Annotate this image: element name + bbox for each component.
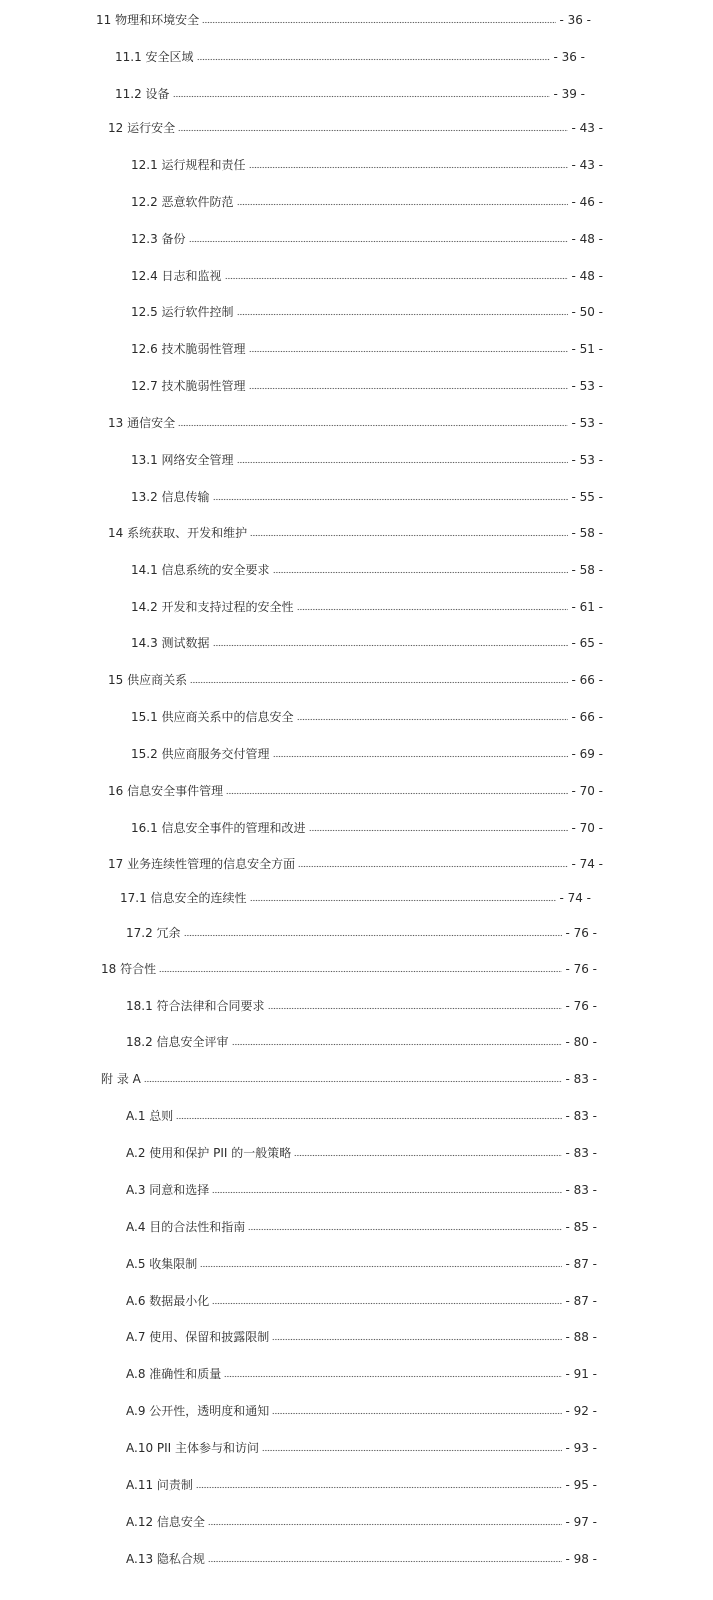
dot-leader — [178, 424, 568, 427]
toc-entry[interactable] — [101, 956, 597, 976]
toc-entry-page: - 83 - — [565, 1183, 597, 1197]
toc-entry[interactable] — [126, 1103, 597, 1123]
toc-entry-label: A.7 使用、保留和披露限制 — [126, 1330, 270, 1344]
toc-entry-label: 12.7 技术脆弱性管理 — [131, 379, 246, 393]
toc-entry-page: - 55 - — [571, 490, 603, 504]
toc-entry[interactable] — [131, 484, 603, 504]
toc-entry-page: - 74 - — [571, 857, 603, 871]
toc-entry[interactable] — [131, 704, 603, 724]
toc-entry[interactable] — [108, 410, 603, 430]
dot-leader — [250, 534, 568, 537]
toc-entry[interactable] — [120, 885, 591, 905]
dot-leader — [200, 1265, 562, 1268]
toc-entry-page: - 80 - — [565, 1035, 597, 1049]
toc-entry-page: - 83 - — [565, 1146, 597, 1160]
toc-entry[interactable] — [126, 1472, 597, 1492]
toc-entry-page: - 70 - — [571, 821, 603, 835]
toc-entry-label: 17 业务连续性管理的信息安全方面 — [108, 857, 296, 871]
toc-entry[interactable] — [108, 520, 603, 540]
toc-entry-label: 15.2 供应商服务交付管理 — [131, 747, 270, 761]
toc-entry-page: - 87 - — [565, 1257, 597, 1271]
toc-entry-label: 12.2 恶意软件防范 — [131, 195, 234, 209]
toc-entry[interactable] — [115, 81, 585, 101]
toc-entry-page: - 50 - — [571, 305, 603, 319]
toc-entry[interactable] — [126, 1177, 597, 1197]
dot-leader — [144, 1080, 563, 1083]
dot-leader — [212, 1191, 562, 1194]
toc-entry-label: 14.3 测试数据 — [131, 636, 210, 650]
toc-entry-page: - 65 - — [571, 636, 603, 650]
dot-leader — [273, 571, 569, 574]
dot-leader — [208, 1523, 563, 1526]
toc-entry-page: - 76 - — [565, 926, 597, 940]
toc-entry-page: - 69 - — [571, 747, 603, 761]
dot-leader — [225, 277, 569, 280]
toc-entry[interactable] — [126, 1324, 597, 1344]
toc-entry[interactable] — [126, 993, 597, 1013]
dot-leader — [197, 58, 551, 61]
toc-entry-page: - 93 - — [565, 1441, 597, 1455]
toc-entry-label: 附 录 A — [101, 1072, 141, 1086]
toc-entry[interactable] — [126, 1251, 597, 1271]
toc-entry-page: - 85 - — [565, 1220, 597, 1234]
toc-entry[interactable] — [131, 630, 603, 650]
toc-entry-page: - 70 - — [571, 784, 603, 798]
toc-entry-page: - 61 - — [571, 600, 603, 614]
toc-entry-page: - 66 - — [571, 710, 603, 724]
dot-leader — [237, 313, 569, 316]
toc-entry-label: 16.1 信息安全事件的管理和改进 — [131, 821, 306, 835]
toc-entry-label: 18.1 符合法律和合同要求 — [126, 999, 265, 1013]
toc-entry-label: A.5 收集限制 — [126, 1257, 198, 1271]
toc-entry-label: A.1 总则 — [126, 1109, 174, 1123]
toc-entry-label: 14.1 信息系统的安全要求 — [131, 563, 270, 577]
dot-leader — [268, 1007, 563, 1010]
dot-leader — [202, 21, 556, 24]
toc-entry[interactable] — [126, 1140, 597, 1160]
toc-entry-label: 13 通信安全 — [108, 416, 176, 430]
toc-entry-page: - 36 - — [559, 13, 591, 27]
toc-entry[interactable] — [131, 336, 603, 356]
toc-entry-label: 13.1 网络安全管理 — [131, 453, 234, 467]
toc-entry-page: - 83 - — [565, 1072, 597, 1086]
toc-entry[interactable] — [131, 299, 603, 319]
toc-entry-page: - 53 - — [571, 453, 603, 467]
toc-entry-page: - 48 - — [571, 232, 603, 246]
dot-leader — [250, 899, 557, 902]
toc-entry-page: - 76 - — [565, 962, 597, 976]
toc-entry-label: 12 运行安全 — [108, 121, 176, 135]
toc-entry[interactable] — [126, 1398, 597, 1418]
dot-leader — [212, 1302, 562, 1305]
toc-entry-label: 13.2 信息传输 — [131, 490, 210, 504]
toc-entry[interactable] — [108, 667, 603, 687]
toc-entry-page: - 58 - — [571, 563, 603, 577]
dot-leader — [190, 681, 568, 684]
dot-leader — [208, 1560, 563, 1563]
toc-entry-label: 17.2 冗余 — [126, 926, 181, 940]
toc-entry-label: A.2 使用和保护 PII 的一般策略 — [126, 1146, 292, 1160]
toc-entry[interactable] — [131, 557, 603, 577]
toc-entry[interactable] — [126, 1435, 597, 1455]
toc-entry-label: 14 系统获取、开发和维护 — [108, 526, 248, 540]
toc-entry[interactable] — [108, 851, 603, 871]
toc-entry[interactable] — [115, 44, 585, 64]
dot-leader — [272, 1412, 562, 1415]
toc-entry-page: - 51 - — [571, 342, 603, 356]
toc-entry-label: A.3 同意和选择 — [126, 1183, 210, 1197]
toc-entry-page: - 95 - — [565, 1478, 597, 1492]
toc-entry-page: - 46 - — [571, 195, 603, 209]
toc-entry[interactable] — [108, 115, 603, 135]
dot-leader — [213, 644, 569, 647]
toc-entry-label: 17.1 信息安全的连续性 — [120, 891, 247, 905]
toc-entry-label: A.12 信息安全 — [126, 1515, 205, 1529]
toc-entry-page: - 58 - — [571, 526, 603, 540]
toc-entry[interactable] — [131, 189, 603, 209]
toc-entry[interactable] — [131, 152, 603, 172]
dot-leader — [309, 829, 569, 832]
dot-leader — [297, 718, 569, 721]
toc-entry-label: A.9 公开性，透明度和通知 — [126, 1404, 270, 1418]
dot-leader — [248, 1228, 562, 1231]
toc-entry-page: - 43 - — [571, 121, 603, 135]
dot-leader — [294, 1154, 562, 1157]
toc-entry[interactable] — [126, 1029, 597, 1049]
dot-leader — [196, 1486, 563, 1489]
toc-entry-label: 12.4 日志和监视 — [131, 269, 222, 283]
toc-entry-label: 12.3 备份 — [131, 232, 186, 246]
dot-leader — [224, 1375, 562, 1378]
dot-leader — [273, 755, 569, 758]
toc-entry-page: - 53 - — [571, 379, 603, 393]
toc-entry-page: - 87 - — [565, 1294, 597, 1308]
toc-entry-page: - 91 - — [565, 1367, 597, 1381]
toc-entry[interactable] — [126, 1288, 597, 1308]
toc-entry[interactable] — [131, 447, 603, 467]
toc-entry[interactable] — [131, 741, 603, 761]
toc-entry[interactable] — [126, 1509, 597, 1529]
dot-leader — [237, 461, 569, 464]
toc-entry[interactable] — [126, 1361, 597, 1381]
dot-leader — [184, 934, 563, 937]
dot-leader — [272, 1338, 562, 1341]
toc-entry-label: A.6 数据最小化 — [126, 1294, 210, 1308]
dot-leader — [262, 1449, 562, 1452]
toc-entry[interactable] — [101, 1066, 597, 1086]
toc-entry[interactable] — [108, 778, 603, 798]
toc-entry[interactable] — [126, 920, 597, 940]
toc-entry-page: - 98 - — [565, 1552, 597, 1566]
toc-entry-label: 15.1 供应商关系中的信息安全 — [131, 710, 294, 724]
toc-entry-page: - 66 - — [571, 673, 603, 687]
toc-entry[interactable] — [131, 815, 603, 835]
toc-entry-label: 12.1 运行规程和责任 — [131, 158, 246, 172]
toc-entry-page: - 48 - — [571, 269, 603, 283]
toc-entry[interactable] — [126, 1546, 597, 1566]
toc-entry-page: - 83 - — [565, 1109, 597, 1123]
dot-leader — [159, 970, 562, 973]
dot-leader — [189, 240, 569, 243]
toc-entry-label: 18 符合性 — [101, 962, 157, 976]
dot-leader — [249, 350, 569, 353]
toc-entry-page: - 53 - — [571, 416, 603, 430]
toc-entry-page: - 92 - — [565, 1404, 597, 1418]
toc-entry-label: 14.2 开发和支持过程的安全性 — [131, 600, 294, 614]
toc-entry-label: 12.5 运行软件控制 — [131, 305, 234, 319]
toc-entry[interactable] — [131, 263, 603, 283]
toc-entry[interactable] — [131, 373, 603, 393]
toc-entry[interactable] — [126, 1214, 597, 1234]
toc-entry[interactable] — [131, 226, 603, 246]
dot-leader — [176, 1117, 562, 1120]
toc-entry-label: 11 物理和环境安全 — [96, 13, 200, 27]
toc-entry-page: - 74 - — [559, 891, 591, 905]
toc-entry-label: A.8 准确性和质量 — [126, 1367, 222, 1381]
dot-leader — [226, 792, 568, 795]
toc-entry-page: - 97 - — [565, 1515, 597, 1529]
toc-entry-page: - 39 - — [553, 87, 585, 101]
toc-entry-label: A.13 隐私合规 — [126, 1552, 205, 1566]
dot-leader — [232, 1043, 563, 1046]
toc-entry-label: A.4 目的合法性和指南 — [126, 1220, 246, 1234]
toc-entry-page: - 88 - — [565, 1330, 597, 1344]
toc-entry[interactable] — [96, 7, 591, 27]
dot-leader — [173, 95, 551, 98]
toc-entry-label: A.10 PII 主体参与和访问 — [126, 1441, 260, 1455]
toc-entry-label: 15 供应商关系 — [108, 673, 188, 687]
dot-leader — [249, 387, 569, 390]
dot-leader — [178, 129, 568, 132]
toc-entry-label: 11.2 设备 — [115, 87, 170, 101]
toc-entry[interactable] — [131, 594, 603, 614]
toc-entry-page: - 36 - — [553, 50, 585, 64]
dot-leader — [213, 498, 569, 501]
toc-entry-page: - 76 - — [565, 999, 597, 1013]
toc-entry-page: - 43 - — [571, 158, 603, 172]
toc-entry-label: 11.1 安全区域 — [115, 50, 194, 64]
dot-leader — [237, 203, 569, 206]
toc-entry-label: 16 信息安全事件管理 — [108, 784, 224, 798]
toc-entry-label: 18.2 信息安全评审 — [126, 1035, 229, 1049]
dot-leader — [298, 865, 568, 868]
dot-leader — [249, 166, 569, 169]
dot-leader — [297, 608, 569, 611]
toc-entry-label: A.11 问责制 — [126, 1478, 193, 1492]
toc-entry-label: 12.6 技术脆弱性管理 — [131, 342, 246, 356]
